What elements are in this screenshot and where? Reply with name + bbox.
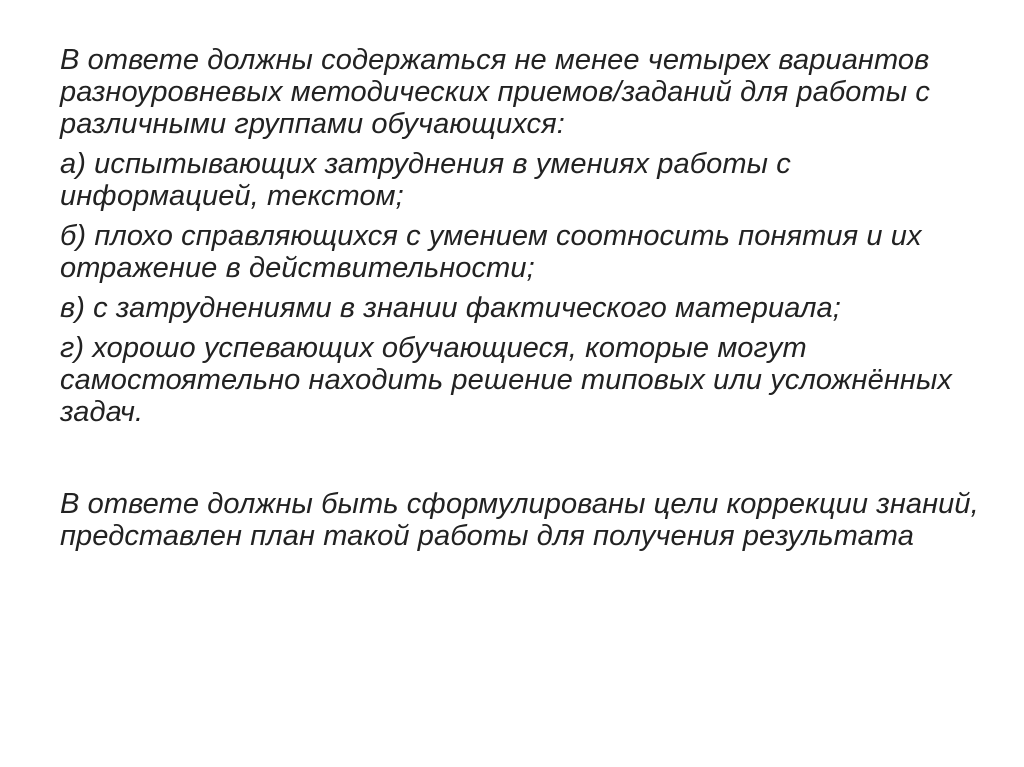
intro-paragraph: В ответе должны содержаться не менее четырех вариантов разноуровневых методических приемов/заданий для работы с различными группами обучающихся: bbox=[60, 44, 930, 140]
list-item-v: в) с затруднениями в знании фактического материала; bbox=[60, 292, 841, 324]
slide-text-body bbox=[60, 44, 990, 552]
list-item-a: а) испытывающих затруднения в умениях работы с информацией, текстом; bbox=[60, 148, 791, 212]
conclusion-paragraph: В ответе должны быть сформулированы цели коррекции знаний, представлен план такой работы для получения результата bbox=[60, 488, 979, 552]
list-item-b: б) плохо справляющихся с умением соотносить понятия и их отражение в действительности; bbox=[60, 220, 922, 284]
list-item-g: г) хорошо успевающих обучающиеся, которые могут самостоятельно находить решение типовых или усложнённых задач. bbox=[60, 332, 952, 428]
